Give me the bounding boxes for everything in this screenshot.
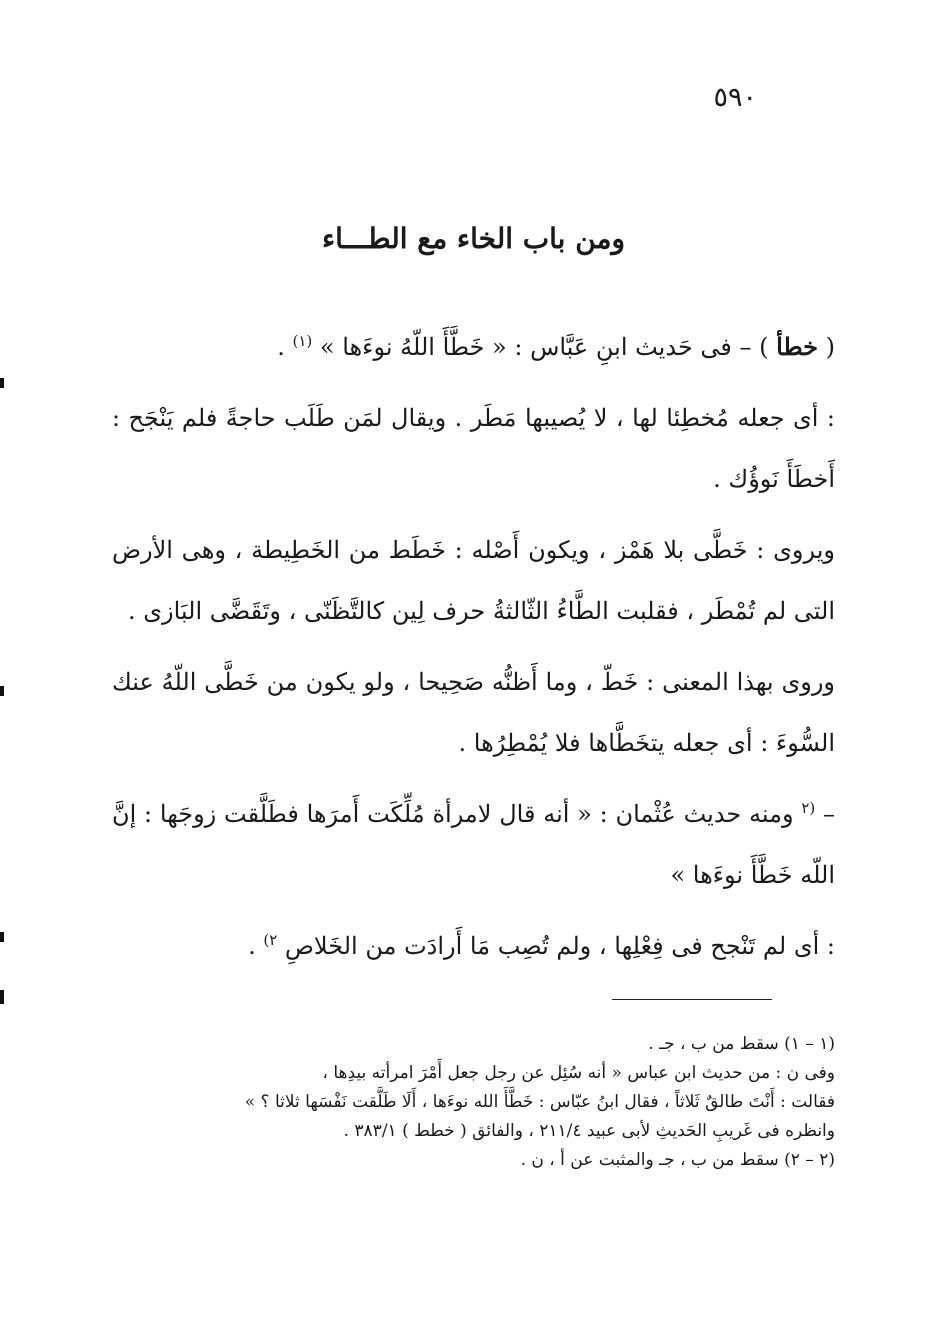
footnote-line: (١ – ١) سقط من ب ، جـ .	[648, 1034, 835, 1054]
paragraph-text: –	[815, 800, 835, 828]
footnote-line: (٢ – ٢) سقط من ب ، جـ والمثبت عن أ ، ن .	[520, 1150, 835, 1170]
footnote-ref: (١)	[292, 332, 313, 350]
footnote-line: فقالت : أَنْتَ طالقٌ ثَلاثاً ، فقال ابنُ عبّاس : خَطَّأَ الله نوءَها ، أَلَا طَلَّقت نَفْسَها ثلاثا ؟ »	[244, 1092, 835, 1112]
margin-mark	[0, 932, 4, 942]
paragraph-text: .	[277, 333, 293, 361]
footnotes	[100, 1030, 835, 1175]
margin-mark	[0, 686, 4, 696]
footnote-ref: ٢)	[263, 931, 278, 949]
footnote-divider	[612, 999, 772, 1000]
footnote-line: وفى ن : من حديث ابن عباس « أنه سُئِل عن رجل جعل أَمْرَ امرأته بيدِها ،	[322, 1063, 835, 1083]
main-text	[112, 316, 835, 987]
paragraph-text: ) – فى حَديث ابنِ عَبَّاس : « خَطَّأَ اللّهُ نوءَها »	[312, 333, 777, 361]
paragraph: ويروى : خَطَّى بلا هَمْز ، ويكون أَصْله : خَطَط من الخَطِيطة ، وهى الأرض التى لم تُمْطَر ، فقلبت الطَّاءُ الثّالثةُ حرف لِين كالتَّظَنّى ، وتَقَضَّى البَازى .	[112, 536, 835, 625]
paragraph-text: ومنه حديث عُثْمان : « أنه قال لامرأة مُلِّكَت أَمرَها فطَلَّقت زوجَها : إنَّ اللّه خَطَّأَ نوءَها »	[112, 800, 835, 889]
paragraph-text: (	[818, 333, 835, 361]
paragraph	[112, 784, 835, 906]
paragraph-text: : أى لم تَنْجح فى فِعْلِها ، ولم تُصِب مَا أَرادَت من الخَلاصِ	[277, 932, 835, 960]
page-number: ٥٩٠	[713, 82, 757, 113]
margin-mark	[0, 378, 4, 388]
paragraph: وروى بهذا المعنى : خَطّ ، وما أَظنُّه صَحِيحا ، ولو يكون من خَطَّى اللّهُ عنك السُّوءَ : أى جعله يتخَطَّاها فلا يُمْطِرُها .	[112, 668, 835, 757]
margin-mark	[0, 990, 4, 1004]
paragraph	[112, 916, 835, 977]
section-heading: ومن باب الخاء مع الطـــاء	[321, 222, 626, 255]
paragraph: : أى جعله مُخطِئا لها ، لا يُصيبها مَطَر . ويقال لمَن طَلَب حاجةً فلم يَنْجَح : أَخطَأَ نَوؤُك .	[112, 404, 835, 493]
paragraph-text: .	[248, 932, 264, 960]
paragraph-entry	[112, 316, 835, 378]
entry-word: خطأ	[776, 332, 818, 361]
footnote-line: وانظره فى غَريبِ الحَديثِ لأبى عبيد ٢١١/٤ ، والفائق ( خطط ) ٣٨٣/١ .	[343, 1121, 835, 1141]
footnote-ref: (٢	[801, 799, 816, 817]
